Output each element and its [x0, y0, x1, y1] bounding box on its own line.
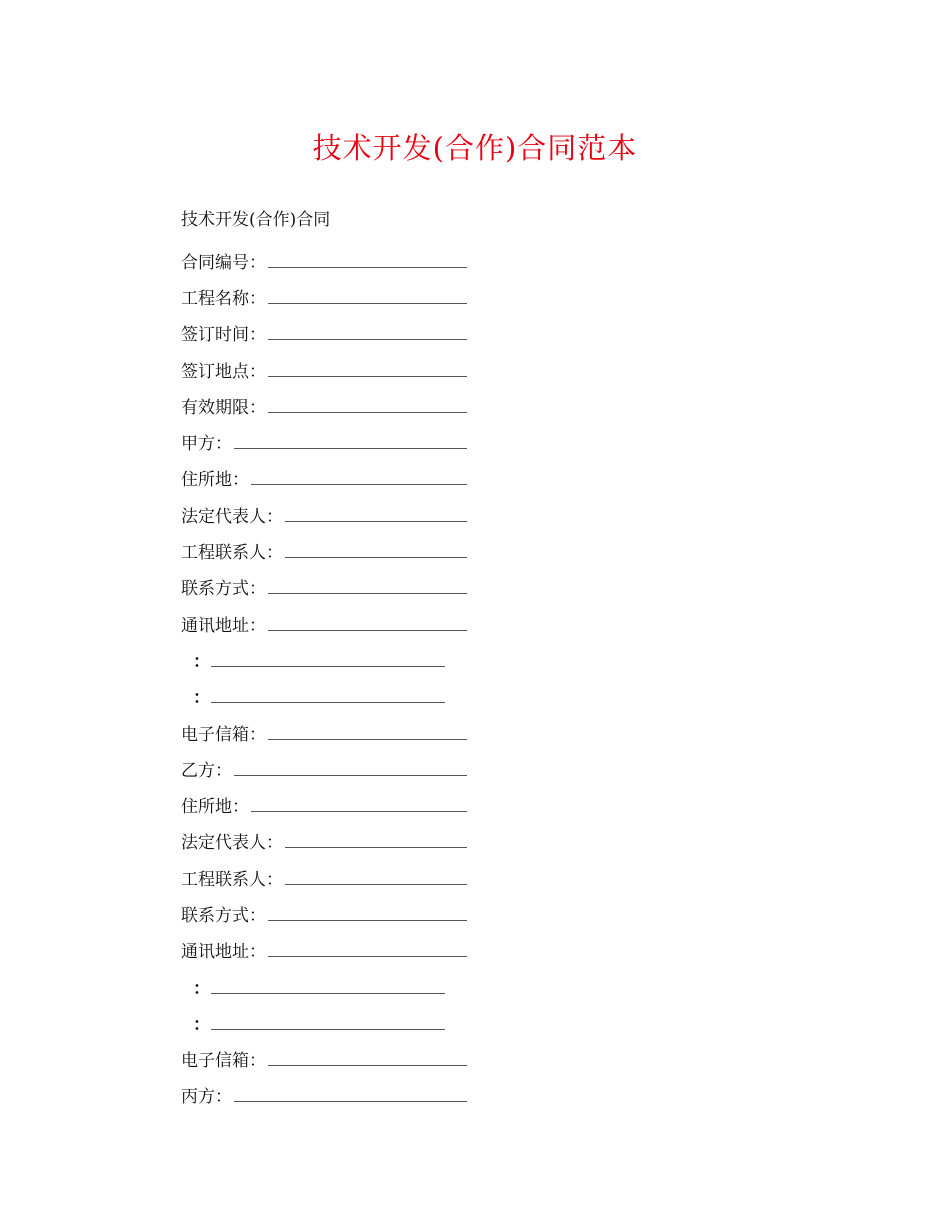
form-field-row — [181, 1004, 501, 1040]
field-blank-line[interactable] — [251, 811, 467, 812]
field-label: 甲方： — [181, 434, 232, 455]
field-label: 法定代表人： — [181, 506, 283, 527]
field-blank-line[interactable] — [268, 1065, 467, 1066]
field-label: 联系方式： — [181, 579, 266, 600]
form-field-row — [181, 242, 501, 278]
field-blank-line[interactable] — [211, 993, 445, 994]
field-blank-line[interactable] — [285, 884, 467, 885]
field-label: 通讯地址： — [181, 942, 266, 963]
field-label: 联系方式： — [181, 905, 266, 926]
form-field-row — [181, 750, 501, 786]
field-blank-line[interactable] — [251, 484, 467, 485]
field-label: ： — [193, 651, 210, 672]
field-blank-line[interactable] — [268, 739, 467, 740]
field-label: 丙方： — [181, 1087, 232, 1108]
field-label: 法定代表人： — [181, 833, 283, 854]
form-field-row — [181, 532, 501, 568]
field-label: 电子信箱： — [181, 1051, 266, 1072]
field-label: 住所地： — [181, 797, 249, 818]
field-blank-line[interactable] — [285, 521, 467, 522]
form-field-row — [181, 895, 501, 931]
form-field-row — [181, 351, 501, 387]
form-field-row — [181, 387, 501, 423]
form-field-row — [181, 1041, 501, 1077]
field-label: 工程联系人： — [181, 869, 283, 890]
field-label: 工程联系人： — [181, 543, 283, 564]
field-blank-line[interactable] — [234, 1101, 467, 1102]
field-blank-line[interactable] — [268, 920, 467, 921]
field-blank-line[interactable] — [268, 339, 467, 340]
field-blank-line[interactable] — [211, 1029, 445, 1030]
field-blank-line[interactable] — [268, 376, 467, 377]
form-field-row — [181, 859, 501, 895]
field-label: 通讯地址： — [181, 615, 266, 636]
form-field-row — [181, 569, 501, 605]
field-label: ： — [193, 1014, 210, 1035]
form-field-row — [181, 315, 501, 351]
form-field-row — [181, 678, 501, 714]
form-field-row — [181, 1077, 501, 1113]
field-blank-line[interactable] — [268, 630, 467, 631]
field-label: 合同编号： — [181, 252, 266, 273]
contract-name: 技术开发(合作)合同 — [181, 210, 331, 230]
field-label: 住所地： — [181, 470, 249, 491]
field-label: ： — [193, 978, 210, 999]
form-field-row — [181, 278, 501, 314]
form-field-row — [181, 605, 501, 641]
contract-fields — [181, 242, 501, 1113]
form-field-row — [181, 423, 501, 459]
field-blank-line[interactable] — [211, 702, 445, 703]
field-label: 电子信箱： — [181, 724, 266, 745]
field-blank-line[interactable] — [234, 775, 467, 776]
document-title: 技术开发(合作)合同范本 — [312, 131, 638, 165]
field-label: 签订地点： — [181, 361, 266, 382]
form-field-row — [181, 823, 501, 859]
field-blank-line[interactable] — [268, 412, 467, 413]
field-label: 签订时间： — [181, 325, 266, 346]
field-blank-line[interactable] — [268, 267, 467, 268]
form-field-row — [181, 496, 501, 532]
field-blank-line[interactable] — [234, 448, 467, 449]
field-blank-line[interactable] — [268, 956, 467, 957]
field-label: 工程名称： — [181, 288, 266, 309]
form-field-row — [181, 786, 501, 822]
field-label: 有效期限： — [181, 397, 266, 418]
field-blank-line[interactable] — [268, 303, 467, 304]
form-field-row — [181, 968, 501, 1004]
form-field-row — [181, 714, 501, 750]
form-field-row — [181, 641, 501, 677]
field-blank-line[interactable] — [285, 557, 467, 558]
field-blank-line[interactable] — [268, 593, 467, 594]
form-field-row — [181, 932, 501, 968]
form-field-row — [181, 460, 501, 496]
field-blank-line[interactable] — [211, 666, 445, 667]
field-label: 乙方： — [181, 760, 232, 781]
field-blank-line[interactable] — [285, 847, 467, 848]
field-label: ： — [193, 688, 210, 709]
